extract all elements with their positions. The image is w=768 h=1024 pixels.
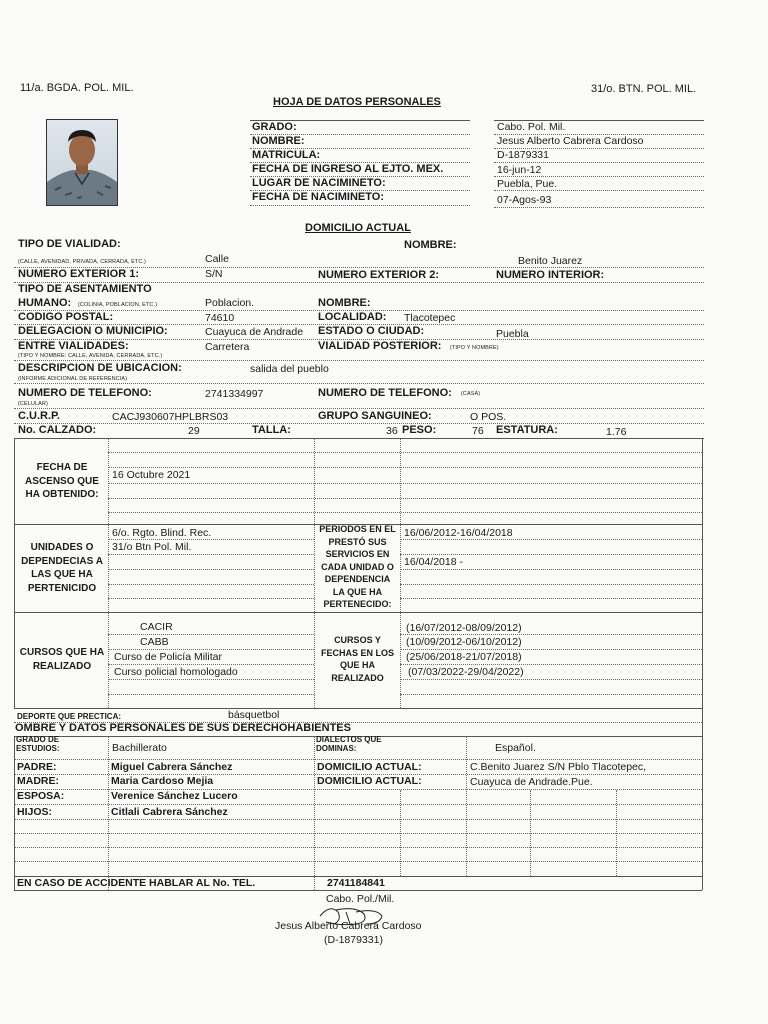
periodos-label: PERIODOS EN EL PRESTÓ SUS SERVICIOS EN CADA UNIDAD O DEPENDENCIA LA QUE HA PERTENECIDO:: [319, 524, 396, 609]
calzado-label: No. CALZADO:: [18, 424, 97, 436]
periodo-item-2: 16/04/2018 -: [404, 556, 463, 568]
matricula-label: MATRICULA:: [252, 149, 321, 161]
estatura-label: ESTATURA:: [496, 424, 558, 436]
dialectos-label: DIALECTOS QUE DOMINAS:: [316, 735, 382, 753]
asentamiento-label: TIPO DE ASENTAMIENTO: [18, 283, 152, 295]
num-ext2-label: NUMERO EXTERIOR 2:: [318, 269, 440, 281]
cp-label: CODIGO POSTAL:: [18, 311, 114, 323]
asentamiento-value: Poblacion.: [205, 297, 255, 309]
grado-estudios-value: Bachillerato: [112, 742, 167, 754]
peso-value: 76: [472, 425, 484, 437]
grado-estudios-label: GRADO DE ESTUDIOS:: [16, 735, 60, 753]
calzado-value: 29: [188, 425, 200, 437]
matricula-value: D-1879331: [497, 149, 549, 161]
domicilio-line-2: Cuayuca de Andrade.Pue.: [470, 776, 593, 788]
num-ext1-value: S/N: [205, 268, 223, 280]
lugar-value: Puebla, Pue.: [497, 178, 558, 190]
domicilio-nombre-value: Benito Juarez: [518, 255, 583, 267]
tipo-vialidad-value: Calle: [205, 253, 229, 265]
grado-label: GRADO:: [252, 121, 297, 133]
tipo-vialidad-note: (CALLE, AVENIDAD, PRIVADA, CERRADA, ETC.): [18, 259, 146, 265]
esposa-label: ESPOSA:: [17, 790, 65, 802]
domicilio-line-1: C.Benito Juarez S/N Pblo Tlacotepec,: [470, 761, 647, 773]
padre-label: PADRE:: [17, 761, 57, 773]
fecha-nac-value: 07-Agos-93: [497, 194, 552, 206]
unidad-item-2: 31/o Btn Pol. Mil.: [112, 541, 192, 553]
person-photo-icon: [47, 120, 117, 205]
entre-note: (TIPO Y NOMBRE: CALLE, AVENIDA, CERRADA, ETC.): [18, 353, 163, 359]
ubicacion-note: (INFORME ADICIONAL DE REFERENCIA): [18, 376, 128, 382]
asentamiento-label-2: HUMANO:: [18, 297, 72, 309]
firma-grado: Cabo. Pol./Mil.: [326, 893, 395, 905]
id-photo: [46, 119, 118, 206]
curso-item-2: CABB: [140, 636, 169, 648]
curso-fecha-3: (25/06/2018-21/07/2018): [406, 651, 522, 663]
curso-item-3: Curso de Policía Militar: [114, 651, 222, 663]
estado-label: ESTADO O CIUDAD:: [318, 325, 425, 337]
domicilio-nombre-label: NOMBRE:: [404, 239, 457, 251]
curso-item-4: Curso policial homologado: [114, 666, 238, 678]
cursos-fechas-label: CURSOS Y FECHAS EN LOS QUE HA REALIZADO: [320, 635, 394, 683]
telefono-value: 2741334997: [205, 388, 264, 400]
accidente-value: 2741184841: [327, 877, 385, 889]
unit-right: 31/o. BTN. POL. MIL.: [591, 83, 697, 95]
padre-domicilio-label: DOMICILIO ACTUAL:: [317, 761, 422, 773]
tipo-vialidad-label: TIPO DE VIALIDAD:: [18, 238, 121, 250]
telefono2-label: NUMERO DE TELEFONO:: [318, 387, 452, 399]
entre-label: ENTRE VIALIDADES:: [18, 340, 129, 352]
accidente-label: EN CASO DE ACCIDENTE HABLAR AL No. TEL.: [17, 877, 256, 889]
madre-value: Maria Cardoso Mejia: [111, 775, 214, 787]
telefono-note: (CELULAR): [18, 401, 48, 407]
nombre-label: NOMBRE:: [252, 135, 305, 147]
cp-value: 74610: [205, 312, 235, 324]
telefono2-note: (CASA): [461, 391, 481, 397]
fecha-nac-label: FECHA DE NACIMINETO:: [252, 191, 384, 203]
telefono-label: NUMERO DE TELEFONO:: [18, 387, 152, 399]
estatura-value: 1.76: [606, 426, 627, 438]
curso-fecha-1: (16/07/2012-08/09/2012): [406, 622, 522, 634]
curso-fecha-2: (10/09/2012-06/10/2012): [406, 636, 522, 648]
posterior-note: (TIPO Y NOMBRE): [450, 345, 499, 351]
ubicacion-label: DESCRIPCION DE UBICACION:: [18, 362, 182, 374]
padre-value: Miguel Cabrera Sánchez: [111, 761, 233, 773]
unidades-label: UNIDADES O DEPENDECIAS A LAS QUE HA PERTENICIDO: [21, 542, 103, 594]
page-title: HOJA DE DATOS PERSONALES: [273, 96, 441, 108]
estado-value: Puebla: [496, 328, 529, 340]
domicilio-title: DOMICILIO ACTUAL: [305, 222, 411, 234]
entre-value: Carretera: [205, 341, 250, 353]
posterior-label: VIALIDAD POSTERIOR:: [318, 340, 442, 352]
curp-value: CACJ930607HPLBRS03: [112, 411, 229, 423]
hijos-label: HIJOS:: [17, 806, 53, 818]
asentamiento-note: (COLINIA, POBLACION, ETC.): [78, 302, 158, 308]
dialectos-value: Español.: [495, 742, 536, 754]
peso-label: PESO:: [402, 424, 437, 436]
periodo-item-1: 16/06/2012-16/04/2018: [404, 527, 513, 539]
ingreso-label: FECHA DE INGRESO AL EJTO. MEX.: [252, 163, 444, 175]
esposa-value: Verenice Sánchez Lucero: [111, 790, 238, 802]
num-int-label: NUMERO INTERIOR:: [496, 269, 605, 281]
asentamiento-nombre-label: NOMBRE:: [318, 297, 371, 309]
curp-label: C.U.R.P.: [18, 410, 60, 422]
curso-item-1: CACIR: [140, 621, 173, 633]
sangre-label: GRUPO SANGUINEO:: [318, 410, 432, 422]
derechohabientes-title: OMBRE Y DATOS PERSONALES DE SUS DERECHOHABIENTES: [15, 722, 351, 734]
ascenso-label: FECHA DE ASCENSO QUE HA OBTENIDO:: [25, 462, 99, 500]
unit-left: 11/a. BGDA. POL. MIL.: [20, 82, 134, 94]
deporte-label: DEPORTE QUE PRECTICA:: [17, 712, 122, 721]
ascenso-value: 16 Octubre 2021: [112, 469, 191, 481]
madre-domicilio-label: DOMICILIO ACTUAL:: [317, 775, 422, 787]
madre-label: MADRE:: [17, 775, 59, 787]
sangre-value: O POS.: [470, 411, 507, 423]
unidad-item-1: 6/o. Rgto. Blind. Rec.: [112, 527, 212, 539]
ingreso-value: 16-jun-12: [497, 164, 542, 176]
lugar-label: LUGAR DE NACIMINETO:: [252, 177, 386, 189]
cursos-label: CURSOS QUE HA REALIZADO: [19, 647, 105, 672]
firma-nombre: Jesus Alberto Cabrera Cardoso: [275, 920, 422, 932]
talla-value: 36: [386, 425, 398, 437]
ubicacion-value: salida del pueblo: [250, 363, 329, 375]
num-ext1-label: NUMERO EXTERIOR 1:: [18, 268, 140, 280]
talla-label: TALLA:: [252, 424, 291, 436]
deporte-value: básquetbol: [228, 709, 280, 721]
hijos-value: Citlali Cabrera Sánchez: [111, 806, 228, 818]
delegacion-value: Cuayuca de Andrade: [205, 326, 304, 338]
localidad-value: Tlacotepec: [404, 312, 456, 324]
firma-matricula: (D-1879331): [324, 934, 383, 946]
localidad-label: LOCALIDAD:: [318, 311, 387, 323]
grado-value: Cabo. Pol. Mil.: [497, 121, 566, 133]
delegacion-label: DELEGACION O MUNICIPIO:: [18, 325, 168, 337]
curso-fecha-4: (07/03/2022-29/04/2022): [408, 666, 524, 678]
nombre-value: Jesus Alberto Cabrera Cardoso: [497, 135, 644, 147]
